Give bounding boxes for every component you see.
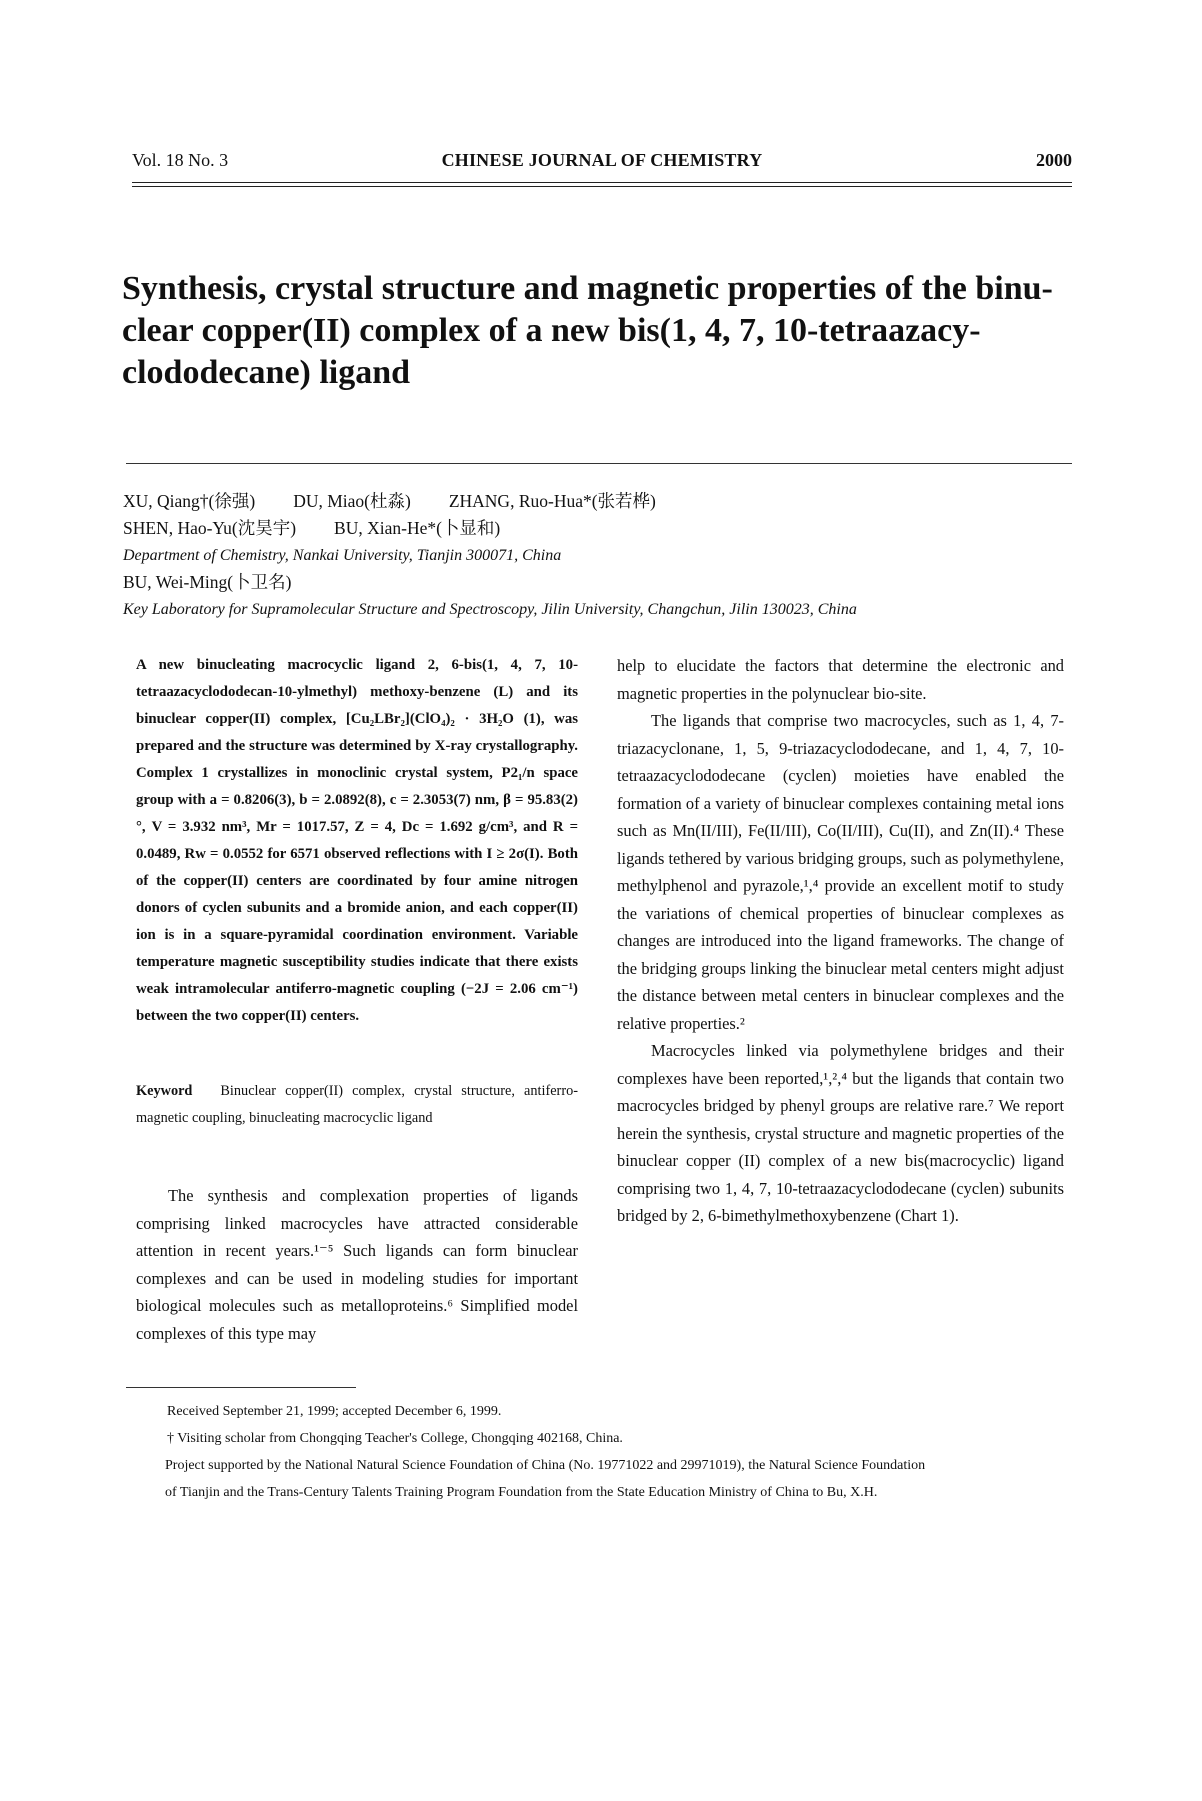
journal-name: CHINESE JOURNAL OF CHEMISTRY — [441, 150, 763, 170]
intro-paragraph: The synthesis and complexation properties of ligands comprising linked macrocycles have attracted considerable attention in recent years.¹⁻⁵ Such ligands can form binuclear complexes and can be used in modeling studies for important biological molecules such as metalloproteins.⁶ Simplified model complexes of this type may — [136, 1186, 578, 1343]
visiting-note: † Visiting scholar from Chongqing Teacher's College, Chongqing 402168, China. — [167, 1431, 623, 1446]
keywords — [136, 1078, 578, 1132]
affiliation: Department of Chemistry, Nankai University, Tianjin 300071, China — [123, 547, 562, 564]
author-line — [123, 488, 1083, 515]
author-name: ZHANG, Ruo-Hua*(张若桦) — [448, 491, 656, 511]
right-column — [617, 652, 1064, 1230]
volume-label: Vol. 18 No. 3 — [132, 150, 229, 170]
keyword-text: Binuclear copper(II) complex, crystal structure, antiferro-magnetic coupling, binucleating macrocyclic ligand — [136, 1083, 578, 1126]
author-name: SHEN, Hao-Yu(沈昊宇) — [123, 518, 297, 538]
affiliation: Key Laboratory for Supramolecular Structure and Spectroscopy, Jilin University, Changchun, Jilin 130023, China — [123, 601, 857, 618]
keyword-label: Keyword — [136, 1083, 193, 1099]
body-paragraph: Macrocycles linked via polymethylene bridges and their complexes have been reported,¹,²,⁴ but the ligands that contain two macrocycles bridged by phenyl groups are relative rare.⁷ We report herein the synthesis, crystal structure and magnetic properties of the binuclear copper (II) complex of a new bis(macrocyclic) ligand comprising two 1, 4, 7, 10-tetraazacyclododecane (cyclen) subunits bridged by 2, 6-bimethylmethoxybenzene (Chart 1). — [617, 1041, 1064, 1225]
author-name: BU, Xian-He*(卜显和) — [334, 518, 501, 538]
footnotes — [167, 1398, 1077, 1506]
title-line: clear copper(II) complex of a new bis(1, 4, 7, 10-tetraazacy- — [122, 312, 981, 349]
running-header — [132, 150, 1072, 180]
footnote-rule — [126, 1387, 356, 1388]
author-name: XU, Qiang†(徐强) — [123, 491, 256, 511]
title-line: Synthesis, crystal structure and magnetic properties of the binu- — [122, 270, 1053, 307]
author-block — [123, 488, 1083, 623]
funding-note: Project supported by the National Natural Science Foundation of China (No. 19771022 and 29971019), the Natural Science Foundation — [165, 1458, 926, 1473]
author-name: BU, Wei-Ming(卜卫名) — [123, 572, 292, 592]
title-rule — [126, 463, 1072, 464]
header-rule — [132, 182, 1072, 187]
abstract: A new binucleating macrocyclic ligand 2, 6-bis(1, 4, 7, 10-tetraazacyclododecan-10-ylmethyl) methoxy-benzene (L) and its binuclear copper(II) complex, [Cu₂LBr₂](ClO₄)₂ · 3H₂O (1), was prepared and the structure was determined by X-ray crystallography. Complex 1 crystallizes in monoclinic crystal system, P2₁/n space group with a = 0.8206(3), b = 2.0892(8), c = 2.3053(7) nm, β = 95.83(2)°, V = 3.932 nm³, Mr = 1017.57, Z = 4, Dc = 1.692 g/cm³, and R = 0.0489, Rw = 0.0552 for 6571 observed reflections with I ≥ 2σ(I). Both of the copper(II) centers are coordinated by four amine nitrogen donors of cyclen subunits and a bromide anion, and each copper(II) ion is in a square-pyramidal coordination environment. Variable temperature magnetic susceptibility studies indicate that there exists weak intramolecular antiferro-magnetic coupling (−2J = 2.06 cm⁻¹) between the two copper(II) centers. — [136, 657, 578, 1024]
left-column — [136, 652, 578, 1363]
author-line — [123, 515, 1083, 542]
body-paragraph: help to elucidate the factors that determine the electronic and magnetic properties in the polynuclear bio-site. — [617, 656, 1064, 703]
title-line: clododecane) ligand — [122, 354, 411, 391]
author-name: DU, Miao(杜淼) — [293, 491, 411, 511]
body-paragraph: The ligands that comprise two macrocycles, such as 1, 4, 7-triazacyclonane, 1, 5, 9-triazacyclododecane, and 1, 4, 7, 10-tetraazacyclododecane (cyclen) moieties have enabled the formation of a variety of binuclear complexes containing metal ions such as Mn(II/III), Fe(II/III), Co(II/III), Cu(II), and Zn(II).⁴ These ligands tethered by various bridging groups, such as polymethylene, methylphenol and pyrazole,¹,⁴ provide an excellent motif to study the variations of chemical properties of binuclear complexes as changes are introduced into the ligand frameworks. The change of the bridging groups linking the binuclear metal centers might adjust the distance between metal centers in binuclear complexes and the relative properties.² — [617, 711, 1065, 1033]
article-title — [122, 268, 1072, 394]
received-note: Received September 21, 1999; accepted December 6, 1999. — [167, 1404, 502, 1419]
year-label: 2000 — [1036, 150, 1072, 170]
funding-note: of Tianjin and the Trans-Century Talents Training Program Foundation from the State Education Ministry of China to Bu, X.H. — [165, 1485, 878, 1500]
